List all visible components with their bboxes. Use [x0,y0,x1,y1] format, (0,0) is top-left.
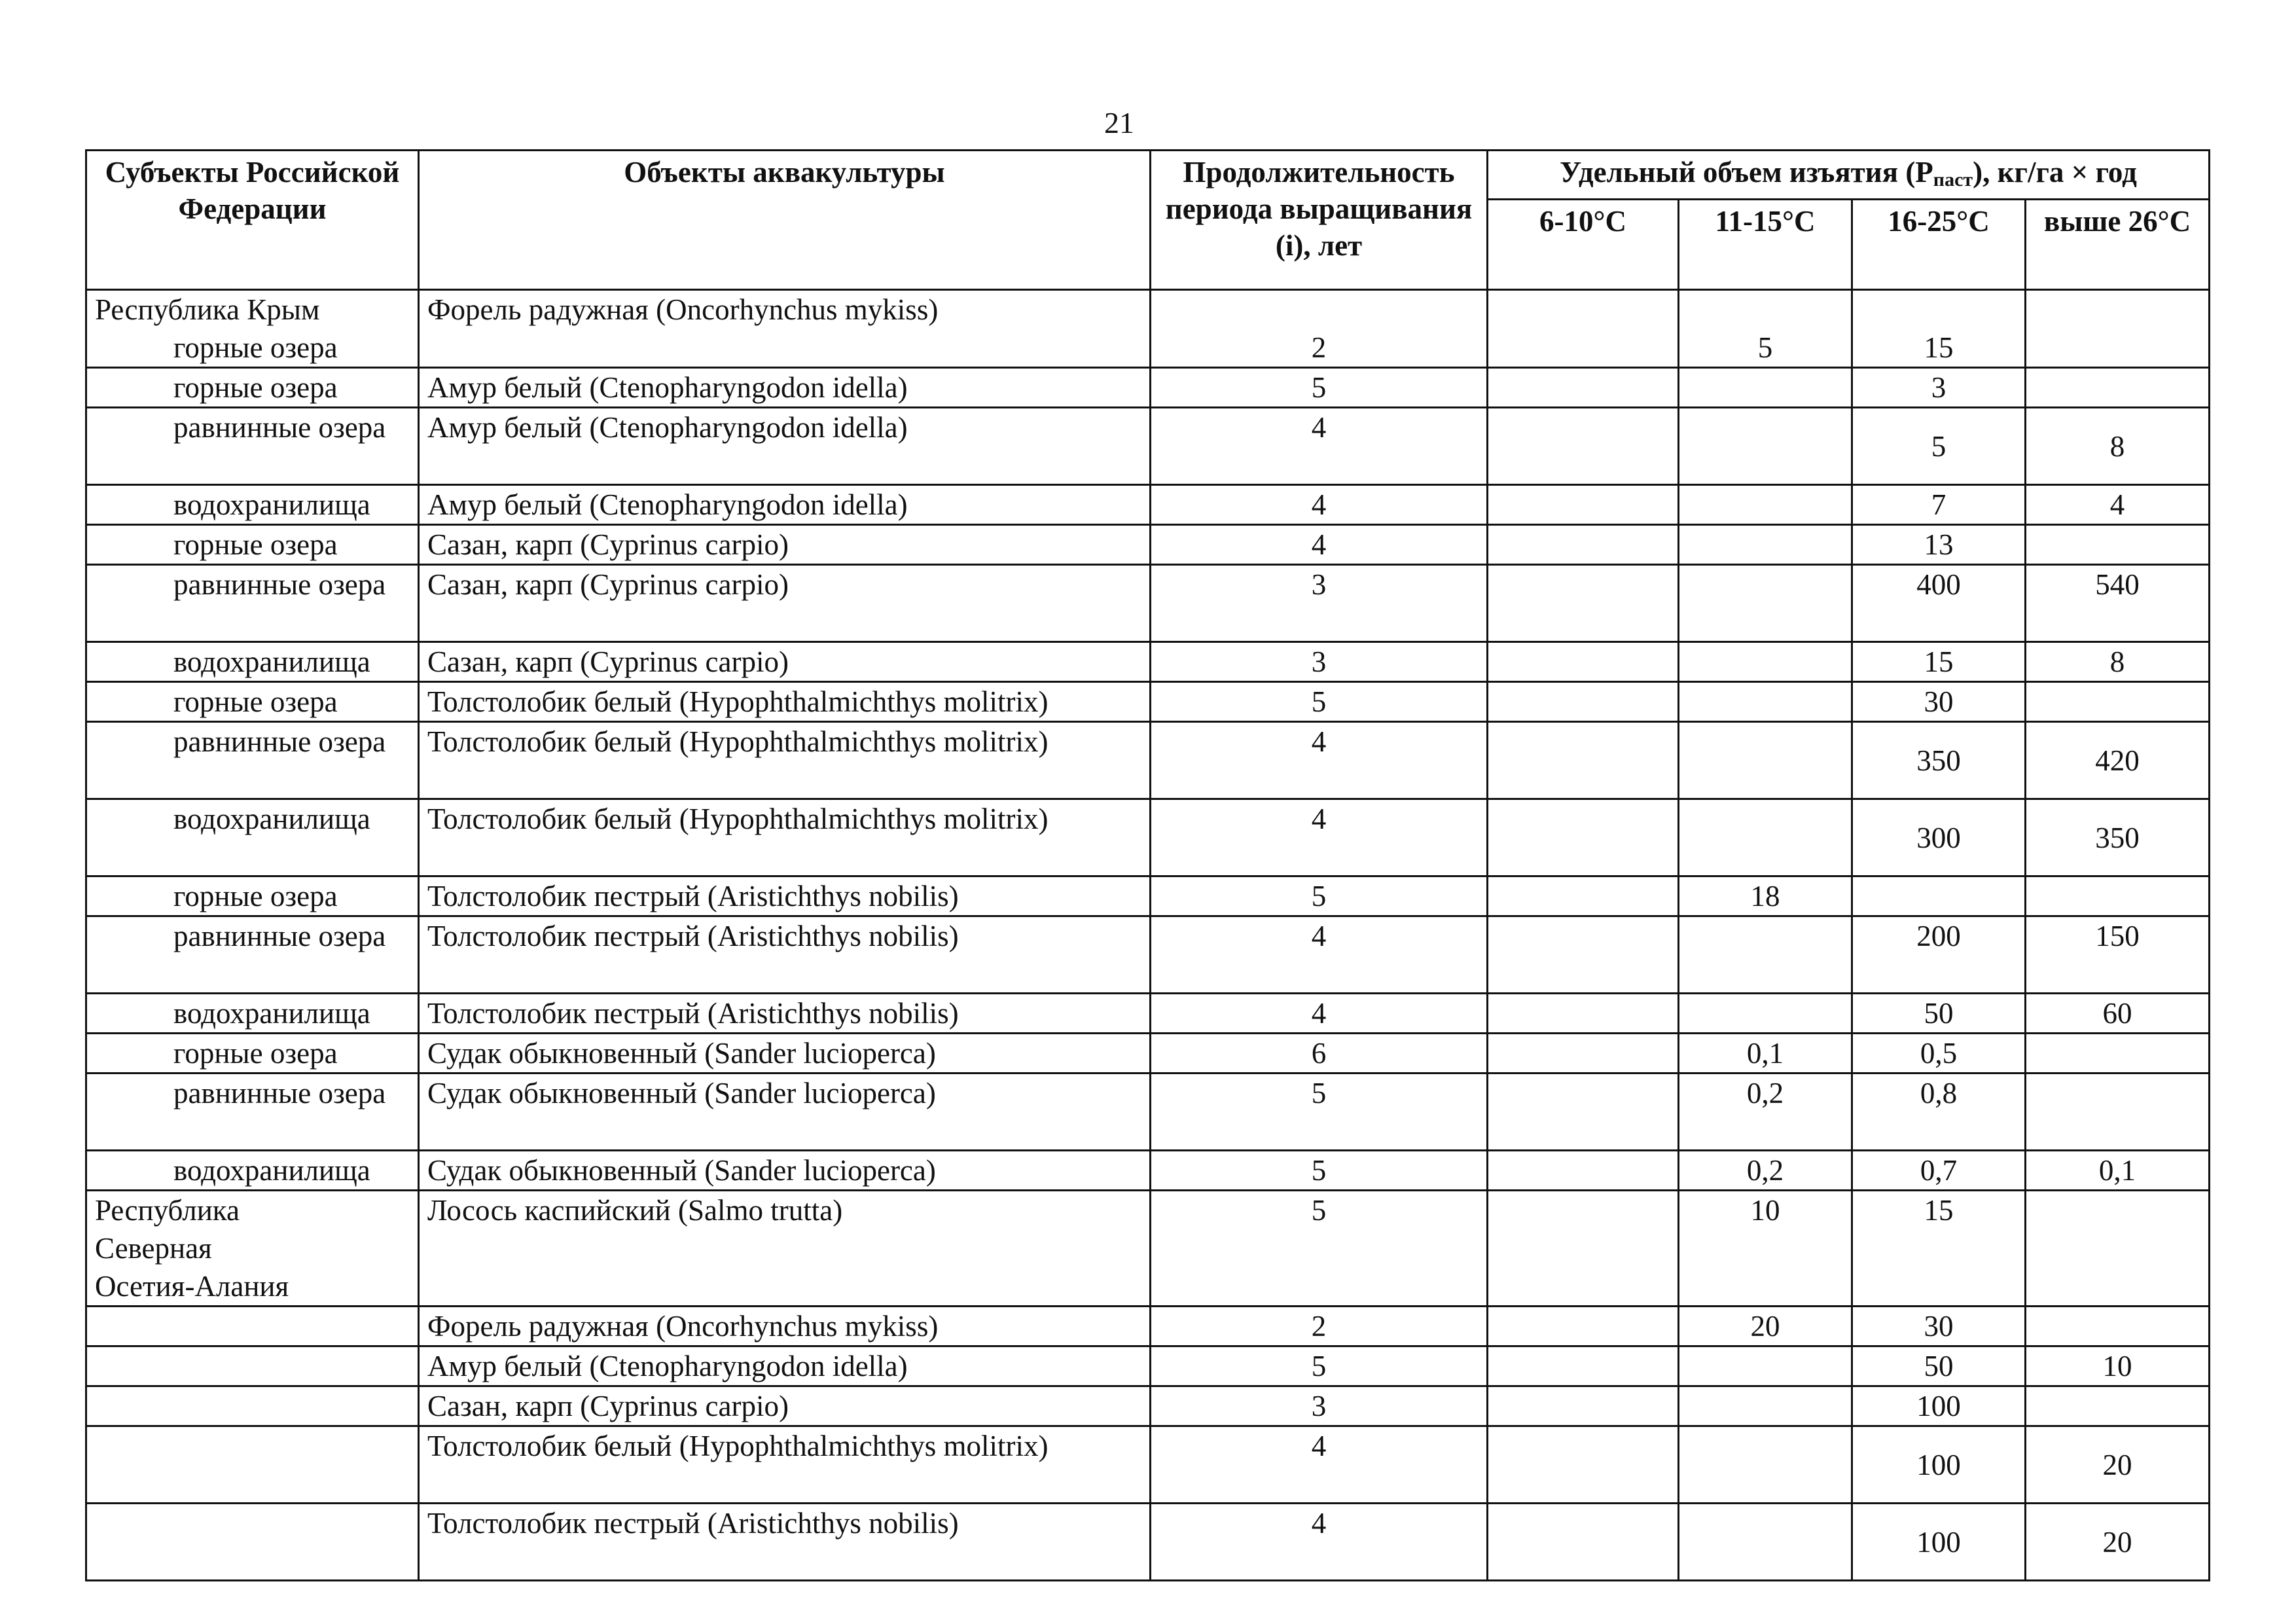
duration-cell: 4 [1151,1504,1488,1581]
aquaculture-object-cell: Толстолобик пестрый (Aristichthys nobilis) [419,994,1151,1034]
duration-cell: 6 [1151,1034,1488,1074]
subject-cell [86,994,419,1034]
subject-cell [86,1426,419,1504]
temp-16-25-cell: 100 [1852,1386,2026,1426]
temp-11-15-cell [1679,916,1852,994]
subject-cell [86,722,419,799]
temp-11-15-cell: 20 [1679,1307,1852,1346]
temp-16-25-cell: 5 [1852,408,2026,485]
temp-above-26-cell [2026,682,2210,722]
table-row [86,1191,2210,1307]
temp-16-25-cell: 50 [1852,1346,2026,1386]
duration-cell: 5 [1151,1151,1488,1191]
temp-above-26-cell: 8 [2026,642,2210,682]
water-body-type: водохранилища [173,803,370,835]
table-row [86,1346,2210,1386]
temp-16-25-cell: 30 [1852,682,2026,722]
aquaculture-table [85,149,2210,1581]
duration-cell: 4 [1151,799,1488,876]
temp-above-26-cell [2026,876,2210,916]
table-row [86,1034,2210,1074]
temp-above-26-cell [2026,368,2210,408]
table-row [86,994,2210,1034]
duration-cell: 3 [1151,1386,1488,1426]
table-row [86,1504,2210,1581]
water-body-type: водохранилища [173,645,370,678]
temp-header-6-10: 6-10°C [1488,200,1679,290]
temp-16-25-cell: 15 [1852,1191,2026,1307]
aquaculture-object-cell: Судак обыкновенный (Sander lucioperca) [419,1074,1151,1151]
temp-above-26-cell [2026,525,2210,565]
temp-6-10-cell [1488,485,1679,525]
aquaculture-object-cell: Форель радужная (Oncorhynchus mykiss) [419,1307,1151,1346]
table-row [86,1426,2210,1504]
temp-above-26-cell: 420 [2026,722,2210,799]
water-body-type: равнинные озера [173,725,386,758]
water-body-type: равнинные озера [173,568,386,601]
temp-above-26-cell: 20 [2026,1426,2210,1504]
temp-6-10-cell [1488,1386,1679,1426]
table-row [86,565,2210,642]
aquaculture-object-cell: Толстолобик белый (Hypophthalmichthys molitrix) [419,682,1151,722]
table-row [86,916,2210,994]
duration-cell: 2 [1151,1307,1488,1346]
duration-cell: 5 [1151,876,1488,916]
duration-cell: 5 [1151,1074,1488,1151]
volume-group-header [1488,151,2210,200]
table-row [86,368,2210,408]
volume-header-prefix: Удельный объем изъятия (P [1560,156,1933,189]
temp-11-15-cell: 18 [1679,876,1852,916]
temp-6-10-cell [1488,1426,1679,1504]
temp-16-25-cell: 15 [1852,642,2026,682]
aquaculture-object-cell: Лосось каспийский (Salmo trutta) [419,1191,1151,1307]
subject-cell [86,876,419,916]
temp-above-26-cell [2026,290,2210,368]
table-row [86,1307,2210,1346]
temp-16-25-cell: 7 [1852,485,2026,525]
duration-cell: 5 [1151,368,1488,408]
temp-11-15-cell [1679,682,1852,722]
table-row [86,682,2210,722]
temp-16-25-cell: 15 [1852,290,2026,368]
table-row [86,722,2210,799]
water-body-type: горные озера [173,880,338,912]
table-row [86,408,2210,485]
temp-6-10-cell [1488,916,1679,994]
subject-cell [86,1504,419,1581]
duration-cell: 5 [1151,682,1488,722]
temp-11-15-cell [1679,722,1852,799]
table-row [86,290,2210,368]
temp-header-above-26: выше 26°C [2026,200,2210,290]
temp-16-25-cell: 100 [1852,1504,2026,1581]
aquaculture-object-cell: Сазан, карп (Cyprinus carpio) [419,565,1151,642]
duration-cell: 4 [1151,722,1488,799]
water-body-type: равнинные озера [173,1077,386,1110]
subject-cell [86,290,419,368]
subject-cell [86,1191,419,1307]
temp-16-25-cell: 300 [1852,799,2026,876]
temp-6-10-cell [1488,368,1679,408]
temp-11-15-cell [1679,565,1852,642]
temp-6-10-cell [1488,682,1679,722]
temp-11-15-cell [1679,1346,1852,1386]
table-row [86,1386,2210,1426]
temp-11-15-cell [1679,1426,1852,1504]
temp-16-25-cell: 400 [1852,565,2026,642]
duration-cell: 5 [1151,1191,1488,1307]
temp-11-15-cell: 0,2 [1679,1151,1852,1191]
temp-11-15-cell [1679,1386,1852,1426]
temp-above-26-cell: 350 [2026,799,2210,876]
duration-cell: 4 [1151,408,1488,485]
temp-16-25-cell: 0,7 [1852,1151,2026,1191]
temp-header-11-15: 11-15°C [1679,200,1852,290]
temp-16-25-cell: 350 [1852,722,2026,799]
subject-cell [86,916,419,994]
region-name: Республика Крым [95,293,320,326]
subject-cell [86,1034,419,1074]
temp-6-10-cell [1488,642,1679,682]
subject-cell [86,1346,419,1386]
temp-above-26-cell [2026,1386,2210,1426]
temp-16-25-cell: 50 [1852,994,2026,1034]
duration-cell: 2 [1151,290,1488,368]
temp-above-26-cell: 540 [2026,565,2210,642]
volume-header-suffix: ), кг/га × год [1973,156,2137,189]
temp-above-26-cell: 0,1 [2026,1151,2210,1191]
aquaculture-object-cell: Толстолобик белый (Hypophthalmichthys molitrix) [419,799,1151,876]
aquaculture-object-cell: Амур белый (Ctenopharyngodon idella) [419,1346,1151,1386]
temp-above-26-cell: 20 [2026,1504,2210,1581]
temp-6-10-cell [1488,994,1679,1034]
temp-11-15-cell: 0,1 [1679,1034,1852,1074]
water-body-type: равнинные озера [173,920,386,952]
aquaculture-object-cell: Толстолобик пестрый (Aristichthys nobilis) [419,1504,1151,1581]
temp-6-10-cell [1488,876,1679,916]
temp-11-15-cell [1679,1504,1852,1581]
temp-16-25-cell: 0,8 [1852,1074,2026,1151]
header-row-1 [86,151,2210,200]
subject-cell [86,485,419,525]
temp-6-10-cell [1488,290,1679,368]
temp-6-10-cell [1488,1307,1679,1346]
temp-above-26-cell [2026,1191,2210,1307]
water-body-type: горные озера [173,528,338,561]
temp-6-10-cell [1488,525,1679,565]
temp-above-26-cell: 4 [2026,485,2210,525]
subject-cell [86,565,419,642]
aquaculture-object-cell: Форель радужная (Oncorhynchus mykiss) [419,290,1151,368]
temp-above-26-cell: 60 [2026,994,2210,1034]
temp-16-25-cell: 200 [1852,916,2026,994]
duration-cell: 3 [1151,642,1488,682]
table-body [86,290,2210,1581]
temp-16-25-cell: 0,5 [1852,1034,2026,1074]
temp-6-10-cell [1488,1191,1679,1307]
subject-cell [86,1074,419,1151]
water-body-type: водохранилища [173,1154,370,1187]
table-row [86,876,2210,916]
aquaculture-object-cell: Толстолобик белый (Hypophthalmichthys molitrix) [419,722,1151,799]
temp-6-10-cell [1488,1034,1679,1074]
temp-16-25-cell: 3 [1852,368,2026,408]
aquaculture-object-cell: Толстолобик пестрый (Aristichthys nobilis) [419,916,1151,994]
temp-6-10-cell [1488,1346,1679,1386]
temp-16-25-cell: 13 [1852,525,2026,565]
table-row [86,642,2210,682]
temp-above-26-cell [2026,1307,2210,1346]
aquaculture-object-cell: Амур белый (Ctenopharyngodon idella) [419,408,1151,485]
aquaculture-object-cell: Амур белый (Ctenopharyngodon idella) [419,485,1151,525]
water-body-type: водохранилища [173,997,370,1030]
subject-cell [86,408,419,485]
table-row [86,1074,2210,1151]
temp-16-25-cell [1852,876,2026,916]
temp-6-10-cell [1488,1504,1679,1581]
subject-cell [86,1386,419,1426]
water-body-type: водохранилища [173,488,370,521]
temp-11-15-cell [1679,799,1852,876]
aquaculture-object-cell: Судак обыкновенный (Sander lucioperca) [419,1151,1151,1191]
temp-11-15-cell [1679,368,1852,408]
duration-cell: 3 [1151,565,1488,642]
temp-6-10-cell [1488,565,1679,642]
temp-above-26-cell: 8 [2026,408,2210,485]
table-row [86,799,2210,876]
aquaculture-object-cell: Сазан, карп (Cyprinus carpio) [419,525,1151,565]
subject-cell [86,799,419,876]
temp-11-15-cell [1679,485,1852,525]
temp-11-15-cell: 5 [1679,290,1852,368]
duration-column-header: Продолжительность периода выращивания (i), лет [1151,151,1488,290]
aquaculture-object-cell: Сазан, карп (Cyprinus carpio) [419,642,1151,682]
duration-cell: 4 [1151,916,1488,994]
subject-cell [86,368,419,408]
temp-6-10-cell [1488,799,1679,876]
subject-cell [86,1151,419,1191]
water-body-type: равнинные озера [173,411,386,444]
subject-cell [86,525,419,565]
aquaculture-object-cell: Толстолобик пестрый (Aristichthys nobilis) [419,876,1151,916]
duration-cell: 4 [1151,525,1488,565]
temp-above-26-cell: 150 [2026,916,2210,994]
subject-cell [86,642,419,682]
temp-11-15-cell: 10 [1679,1191,1852,1307]
volume-header-subscript: паст [1933,169,1973,190]
region-name: Республика Северная Осетия-Алания [95,1194,289,1303]
water-body-type: горные озера [173,331,338,364]
duration-cell: 4 [1151,485,1488,525]
temp-11-15-cell [1679,525,1852,565]
temp-11-15-cell: 0,2 [1679,1074,1852,1151]
duration-cell: 4 [1151,1426,1488,1504]
temp-above-26-cell [2026,1034,2210,1074]
aquaculture-object-cell: Судак обыкновенный (Sander lucioperca) [419,1034,1151,1074]
aquaculture-object-cell: Сазан, карп (Cyprinus carpio) [419,1386,1151,1426]
aquaculture-object-cell: Толстолобик белый (Hypophthalmichthys molitrix) [419,1426,1151,1504]
water-body-type: горные озера [173,371,338,404]
temp-16-25-cell: 100 [1852,1426,2026,1504]
duration-cell: 4 [1151,994,1488,1034]
temp-11-15-cell [1679,994,1852,1034]
temp-6-10-cell [1488,722,1679,799]
temp-6-10-cell [1488,1074,1679,1151]
temp-16-25-cell: 30 [1852,1307,2026,1346]
temp-6-10-cell [1488,408,1679,485]
table-row [86,485,2210,525]
table-row [86,1151,2210,1191]
temp-above-26-cell [2026,1074,2210,1151]
page-number: 21 [1104,106,1134,139]
subject-column-header: Субъекты Российской Федерации [86,151,419,290]
temp-above-26-cell: 10 [2026,1346,2210,1386]
subject-cell [86,682,419,722]
objects-column-header: Объекты аквакультуры [419,151,1151,290]
duration-cell: 5 [1151,1346,1488,1386]
water-body-type: горные озера [173,685,338,718]
temp-header-16-25: 16-25°C [1852,200,2026,290]
aquaculture-object-cell: Амур белый (Ctenopharyngodon idella) [419,368,1151,408]
temp-11-15-cell [1679,642,1852,682]
temp-6-10-cell [1488,1151,1679,1191]
subject-cell [86,1307,419,1346]
temp-11-15-cell [1679,408,1852,485]
water-body-type: горные озера [173,1037,338,1070]
table-row [86,525,2210,565]
